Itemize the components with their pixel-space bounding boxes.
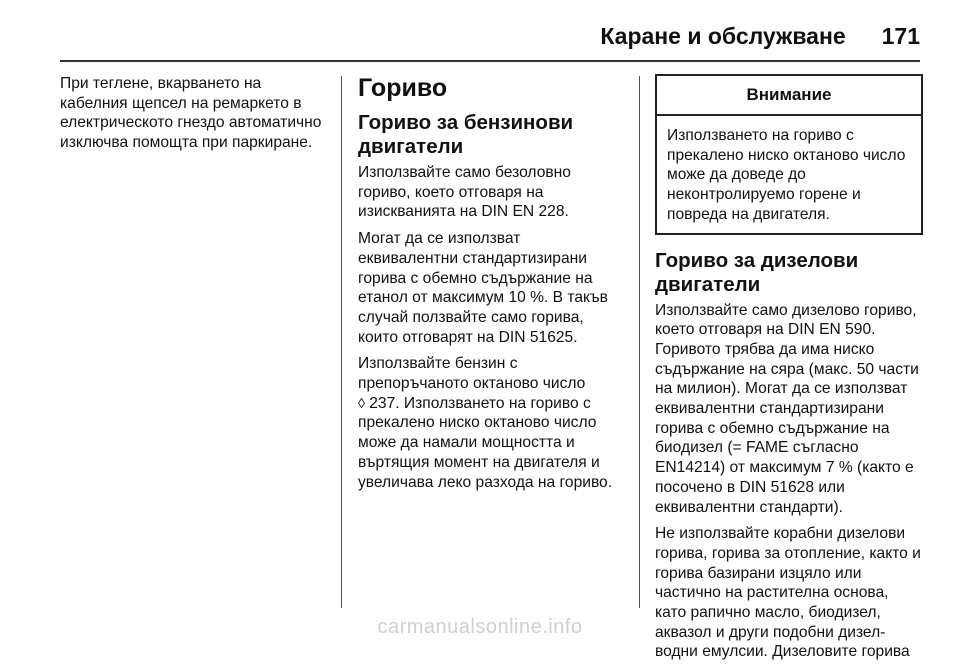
warning-title: Внимание: [657, 76, 921, 116]
header-rule: [60, 60, 920, 62]
page-title: Каране и обслужване: [600, 22, 846, 49]
page-reference-icon: ◊: [358, 394, 365, 411]
subheading-petrol-fuel: Гориво за бензинови двигатели: [358, 111, 574, 158]
petrol-paragraph-3: [358, 354, 623, 492]
warning-box: [655, 74, 923, 235]
column-divider-2: [639, 76, 640, 608]
subheading-diesel-fuel: Гориво за дизелови двигатели: [655, 248, 859, 296]
page-header: [60, 14, 920, 58]
column-divider-1: [341, 76, 342, 608]
petrol-paragraph-3-start: Използвайте бензин с препоръчаното октаново число: [358, 355, 586, 393]
warning-body: [657, 116, 921, 233]
warning-text: Използването на гориво с прекалено ниско октаново число може да доведе до неконтролируемо горене и повреда на двигателя.: [667, 127, 906, 223]
diesel-paragraph-2: Не използвайте корабни дизелови горива, горива за отопление, както и горива базирани изцяло или частично на растителна основа, като рапично масло, биодизел, аквазол и други подобни дизел-водни емулсии. Дизеловите горива: [655, 525, 921, 661]
petrol-paragraph-3-end: 237. Използването на гориво с прекалено ниско октаново число може да намали мощността и въртящия момент на двигателя и увеличава леко разхода на гориво.: [358, 394, 613, 491]
column-1: [60, 74, 330, 160]
petrol-paragraph-2: Могат да се използват еквивалентни стандартизирани горива с обемно съдържание на етанол от максимум 10 %. В такъв случай ползвайте само горива, които отговарят на DIN 51625.: [358, 230, 608, 346]
petrol-paragraph-1: Използвайте само безоловно гориво, което отговаря на изискванията на DIN EN 228.: [358, 164, 571, 221]
diesel-paragraph-1: Използвайте само дизелово гориво, което отговаря на DIN EN 590. Горивото трябва да има ниско съдържание на сяра (макс. 50 части на милион). Могат да се използват еквивалентни стандартизирани горива с обемно съдържание на биодизел (= FAME съгласно EN14214) от максимум 7 % (както е посочено в DIN 51628 или еквивалентни стандарти).: [655, 301, 919, 516]
column-3: [655, 74, 923, 669]
section-heading-fuel: Гориво: [358, 74, 448, 102]
page-number: 171: [881, 22, 920, 49]
column-2: [358, 74, 623, 499]
watermark-text: carmanualsonline.info: [377, 616, 583, 638]
towing-paragraph: При теглене, вкарването на кабелния щепсел на ремаркето в електрическото гнездо автоматично изключва помощта при паркиране.: [60, 75, 322, 152]
